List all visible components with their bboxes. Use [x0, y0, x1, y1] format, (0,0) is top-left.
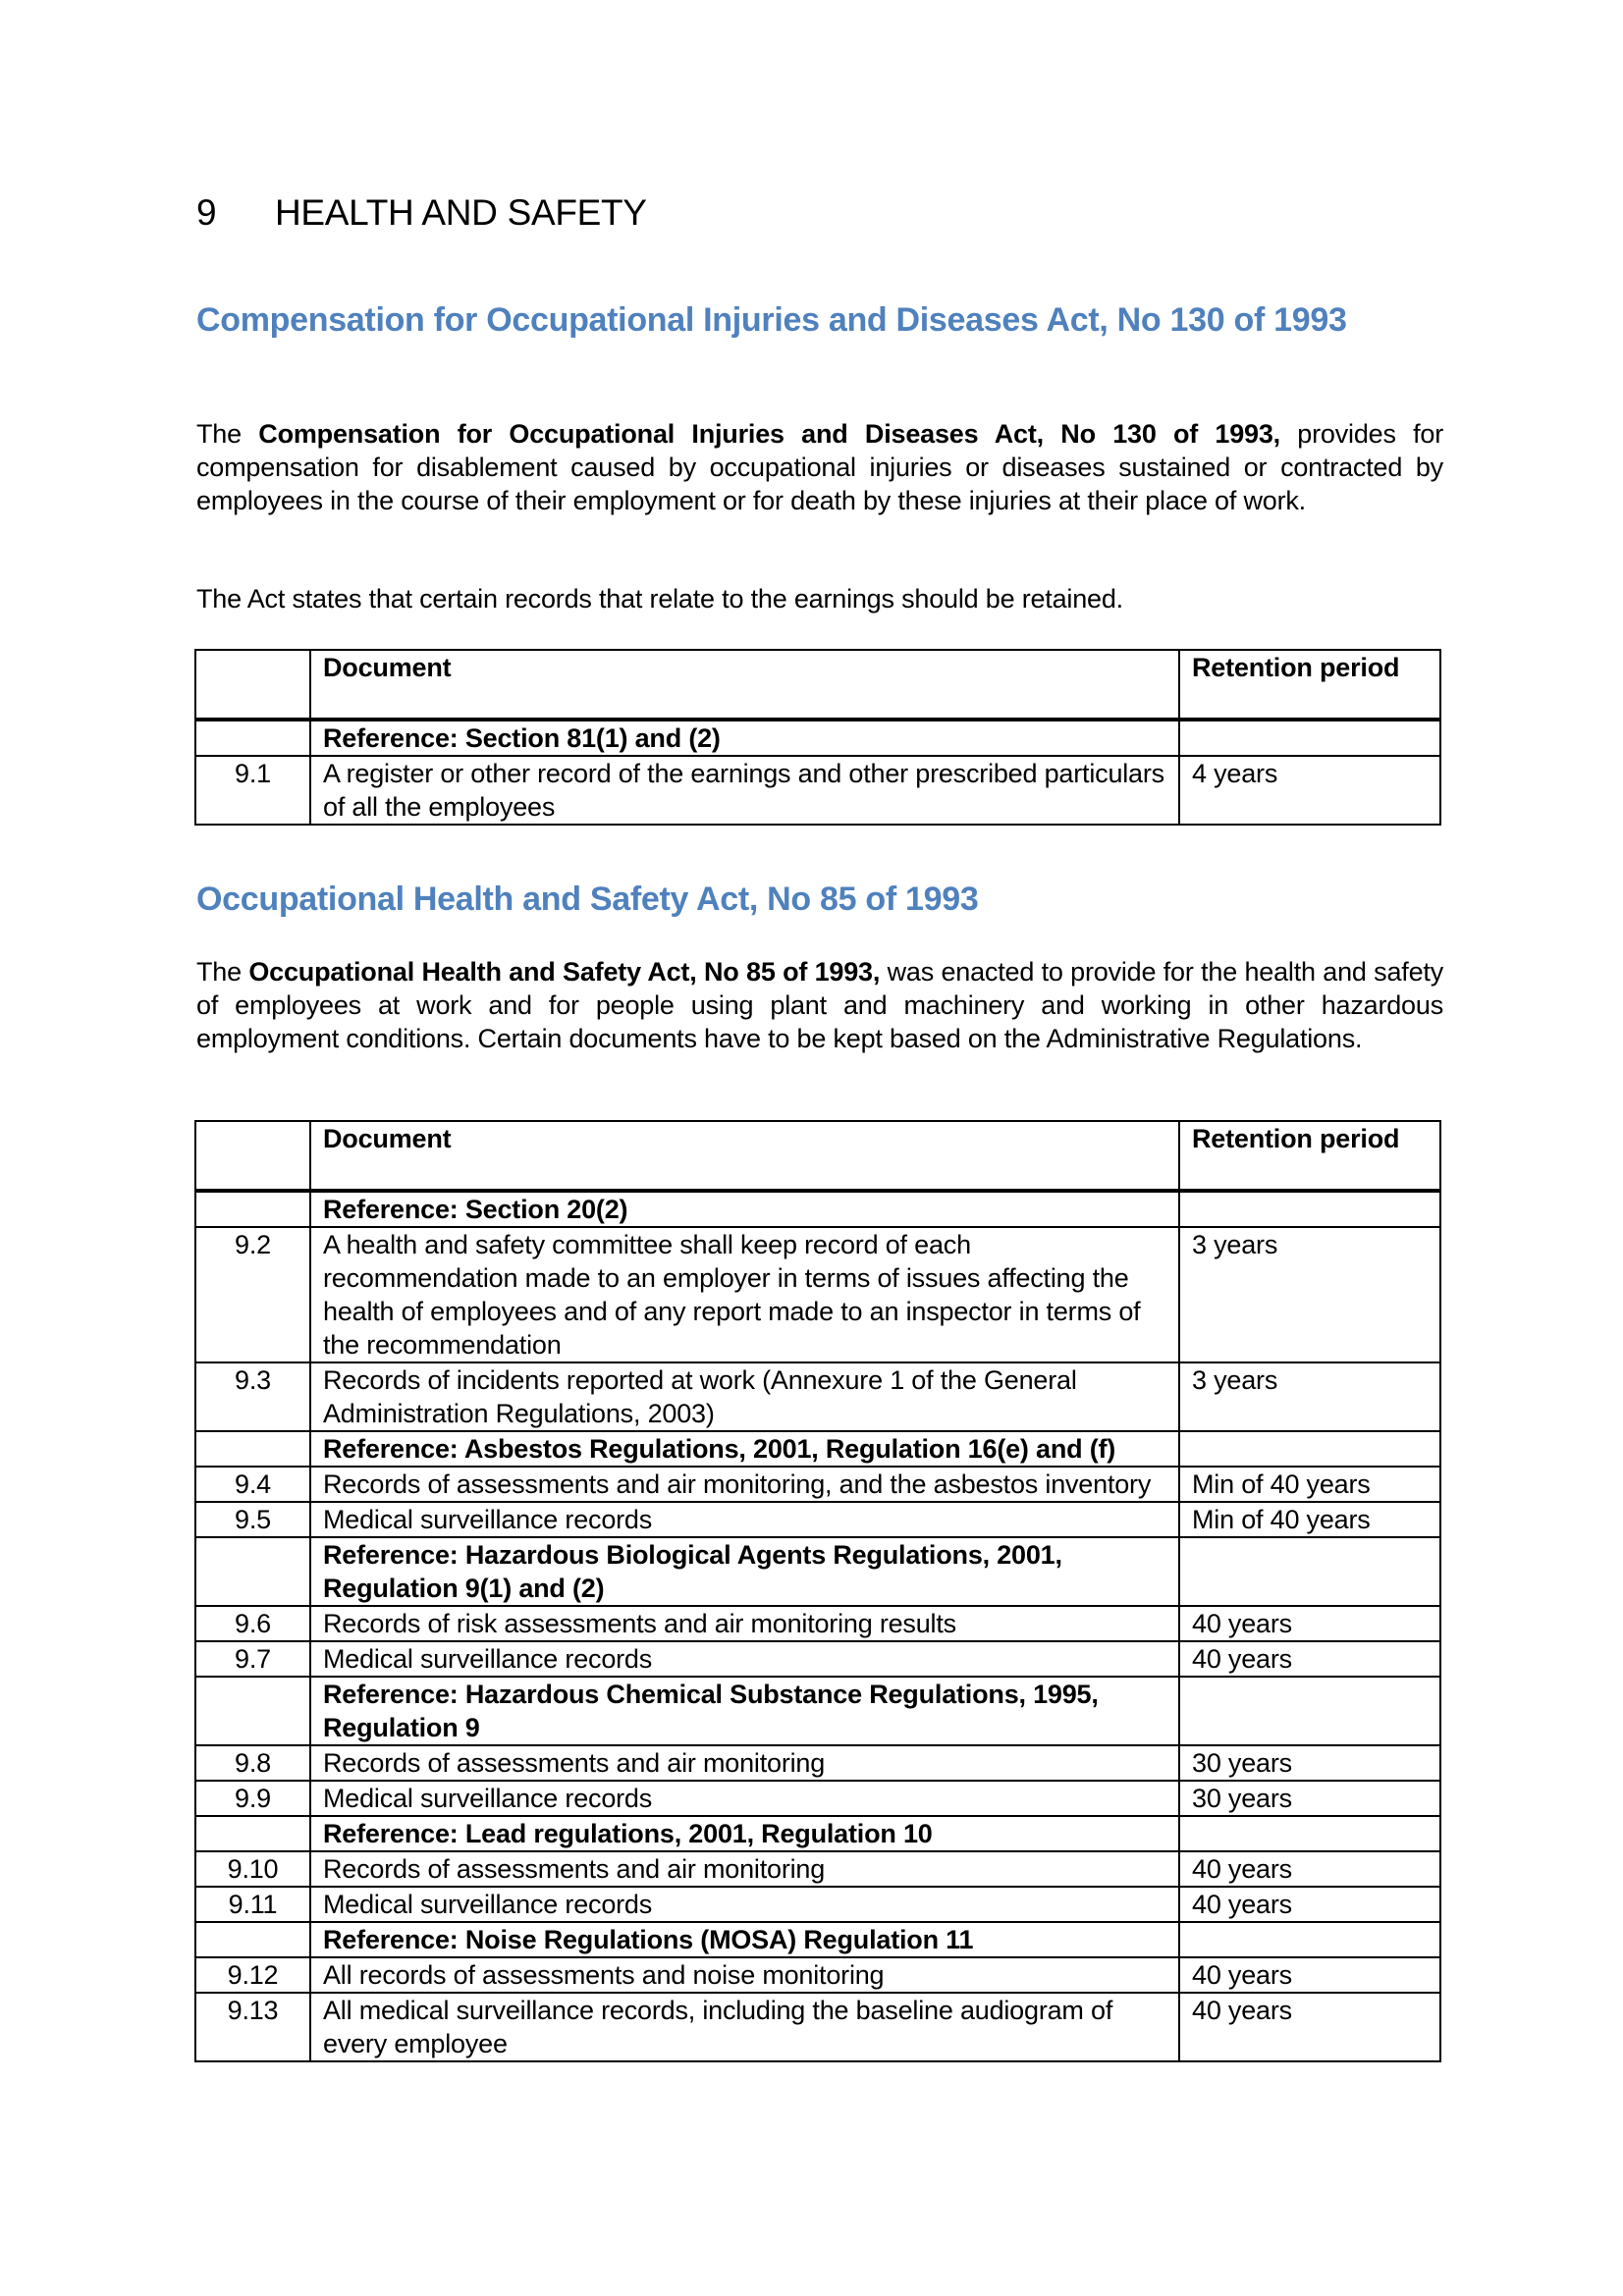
header-document-cell: Document — [310, 1121, 1179, 1191]
ohsa-retention-table — [194, 1120, 1441, 2062]
retention-period: 40 years — [1179, 1993, 1440, 2061]
document-description: A register or other record of the earnings and other prescribed particulars of all the employees — [310, 756, 1179, 825]
header-retention-cell: Retention period — [1179, 1121, 1440, 1191]
coida-note: The Act states that certain records that relate to the earnings should be retained. — [196, 584, 1123, 614]
table-header-row — [195, 650, 1440, 720]
item-number — [195, 1816, 310, 1851]
section-number: 9 — [196, 192, 217, 233]
retention-period — [1179, 720, 1440, 756]
table-row — [195, 1467, 1440, 1502]
header-number-cell — [195, 1121, 310, 1191]
item-number: 9.2 — [195, 1227, 310, 1362]
retention-period: 40 years — [1179, 1851, 1440, 1887]
reference-row — [195, 1537, 1440, 1606]
table-row — [195, 1745, 1440, 1781]
retention-period: 40 years — [1179, 1641, 1440, 1677]
table-row — [195, 1227, 1440, 1362]
item-number: 9.8 — [195, 1745, 310, 1781]
retention-period — [1179, 1537, 1440, 1606]
retention-period: 4 years — [1179, 756, 1440, 825]
item-number — [195, 720, 310, 756]
document-description: Medical surveillance records — [310, 1887, 1179, 1922]
document-description: Records of risk assessments and air monitoring results — [310, 1606, 1179, 1641]
reference-row — [195, 1922, 1440, 1957]
header-document-cell: Document — [310, 650, 1179, 720]
retention-period — [1179, 1816, 1440, 1851]
section-heading — [196, 192, 647, 234]
reference-row — [195, 1191, 1440, 1227]
item-number: 9.12 — [195, 1957, 310, 1993]
item-number — [195, 1431, 310, 1467]
reference-label: Reference: Noise Regulations (MOSA) Regulation 11 — [310, 1922, 1179, 1957]
retention-period: Min of 40 years — [1179, 1467, 1440, 1502]
item-number: 9.10 — [195, 1851, 310, 1887]
document-description: Records of assessments and air monitoring — [310, 1851, 1179, 1887]
document-description: Records of incidents reported at work (Annexure 1 of the General Administration Regulations, 2003) — [310, 1362, 1179, 1431]
item-number: 9.6 — [195, 1606, 310, 1641]
retention-period: 3 years — [1179, 1227, 1440, 1362]
ohsa-act-name: Occupational Health and Safety Act, No 85 of 1993, — [248, 957, 881, 987]
table-row — [195, 1887, 1440, 1922]
table-row — [195, 1362, 1440, 1431]
item-number: 9.4 — [195, 1467, 310, 1502]
table-row — [195, 1641, 1440, 1677]
table-row — [195, 1606, 1440, 1641]
reference-label: Reference: Hazardous Chemical Substance Regulations, 1995, Regulation 9 — [310, 1677, 1179, 1745]
item-number — [195, 1677, 310, 1745]
table-row — [195, 1781, 1440, 1816]
coida-act-name: Compensation for Occupational Injuries and Diseases Act, No 130 of 1993, — [258, 419, 1280, 449]
reference-label: Reference: Asbestos Regulations, 2001, Regulation 16(e) and (f) — [310, 1431, 1179, 1467]
item-number: 9.9 — [195, 1781, 310, 1816]
coida-intro-rest: provides for compensation for disablement caused by occupational injuries or diseases sustained or contracted by employees in the course of their employment or for death by these injuries at their place of work. — [196, 419, 1443, 515]
ohsa-intro-paragraph — [196, 955, 1443, 1055]
coida-heading: Compensation for Occupational Injuries and Diseases Act, No 130 of 1993 — [196, 301, 1347, 339]
reference-row — [195, 720, 1440, 756]
ohsa-intro-rest: was enacted to provide for the health and safety of employees at work and for people using plant and machinery and working in other hazardous employment conditions. Certain documents have to be kept based on the Administrative Regulations. — [196, 957, 1443, 1053]
table-row — [195, 1993, 1440, 2061]
reference-label: Reference: Section 20(2) — [310, 1191, 1179, 1227]
reference-row — [195, 1431, 1440, 1467]
table-row — [195, 1851, 1440, 1887]
document-description: Medical surveillance records — [310, 1781, 1179, 1816]
section-title: HEALTH AND SAFETY — [275, 192, 647, 233]
document-description: Medical surveillance records — [310, 1641, 1179, 1677]
item-number — [195, 1191, 310, 1227]
reference-row — [195, 1816, 1440, 1851]
reference-label: Reference: Lead regulations, 2001, Regulation 10 — [310, 1816, 1179, 1851]
retention-period: 30 years — [1179, 1745, 1440, 1781]
document-description: Medical surveillance records — [310, 1502, 1179, 1537]
reference-row — [195, 1677, 1440, 1745]
retention-period — [1179, 1677, 1440, 1745]
table-header-row — [195, 1121, 1440, 1191]
item-number — [195, 1922, 310, 1957]
retention-period: 3 years — [1179, 1362, 1440, 1431]
item-number: 9.7 — [195, 1641, 310, 1677]
retention-period — [1179, 1922, 1440, 1957]
item-number: 9.13 — [195, 1993, 310, 2061]
reference-label: Reference: Section 81(1) and (2) — [310, 720, 1179, 756]
item-number: 9.3 — [195, 1362, 310, 1431]
coida-retention-table — [194, 649, 1441, 826]
retention-period — [1179, 1191, 1440, 1227]
retention-period: 40 years — [1179, 1957, 1440, 1993]
document-description: Records of assessments and air monitoring, and the asbestos inventory — [310, 1467, 1179, 1502]
table-row — [195, 756, 1440, 825]
header-number-cell — [195, 650, 310, 720]
retention-period: 40 years — [1179, 1606, 1440, 1641]
retention-period: 40 years — [1179, 1887, 1440, 1922]
retention-period — [1179, 1431, 1440, 1467]
document-description: Records of assessments and air monitoring — [310, 1745, 1179, 1781]
ohsa-intro-prefix: The — [196, 957, 249, 987]
table-row — [195, 1957, 1440, 1993]
item-number: 9.1 — [195, 756, 310, 825]
document-description: All medical surveillance records, including the baseline audiogram of every employee — [310, 1993, 1179, 2061]
retention-period: 30 years — [1179, 1781, 1440, 1816]
table-row — [195, 1502, 1440, 1537]
coida-intro-paragraph — [196, 417, 1443, 517]
item-number: 9.11 — [195, 1887, 310, 1922]
document-description: A health and safety committee shall keep record of each recommendation made to an employer in terms of issues affecting the health of employees and of any report made to an inspector in terms of the recommendation — [310, 1227, 1179, 1362]
coida-intro-prefix: The — [196, 419, 259, 449]
item-number: 9.5 — [195, 1502, 310, 1537]
retention-period: Min of 40 years — [1179, 1502, 1440, 1537]
item-number — [195, 1537, 310, 1606]
document-description: All records of assessments and noise monitoring — [310, 1957, 1179, 1993]
ohsa-heading: Occupational Health and Safety Act, No 85 of 1993 — [196, 881, 979, 918]
reference-label: Reference: Hazardous Biological Agents Regulations, 2001, Regulation 9(1) and (2) — [310, 1537, 1179, 1606]
header-retention-cell: Retention period — [1179, 650, 1440, 720]
